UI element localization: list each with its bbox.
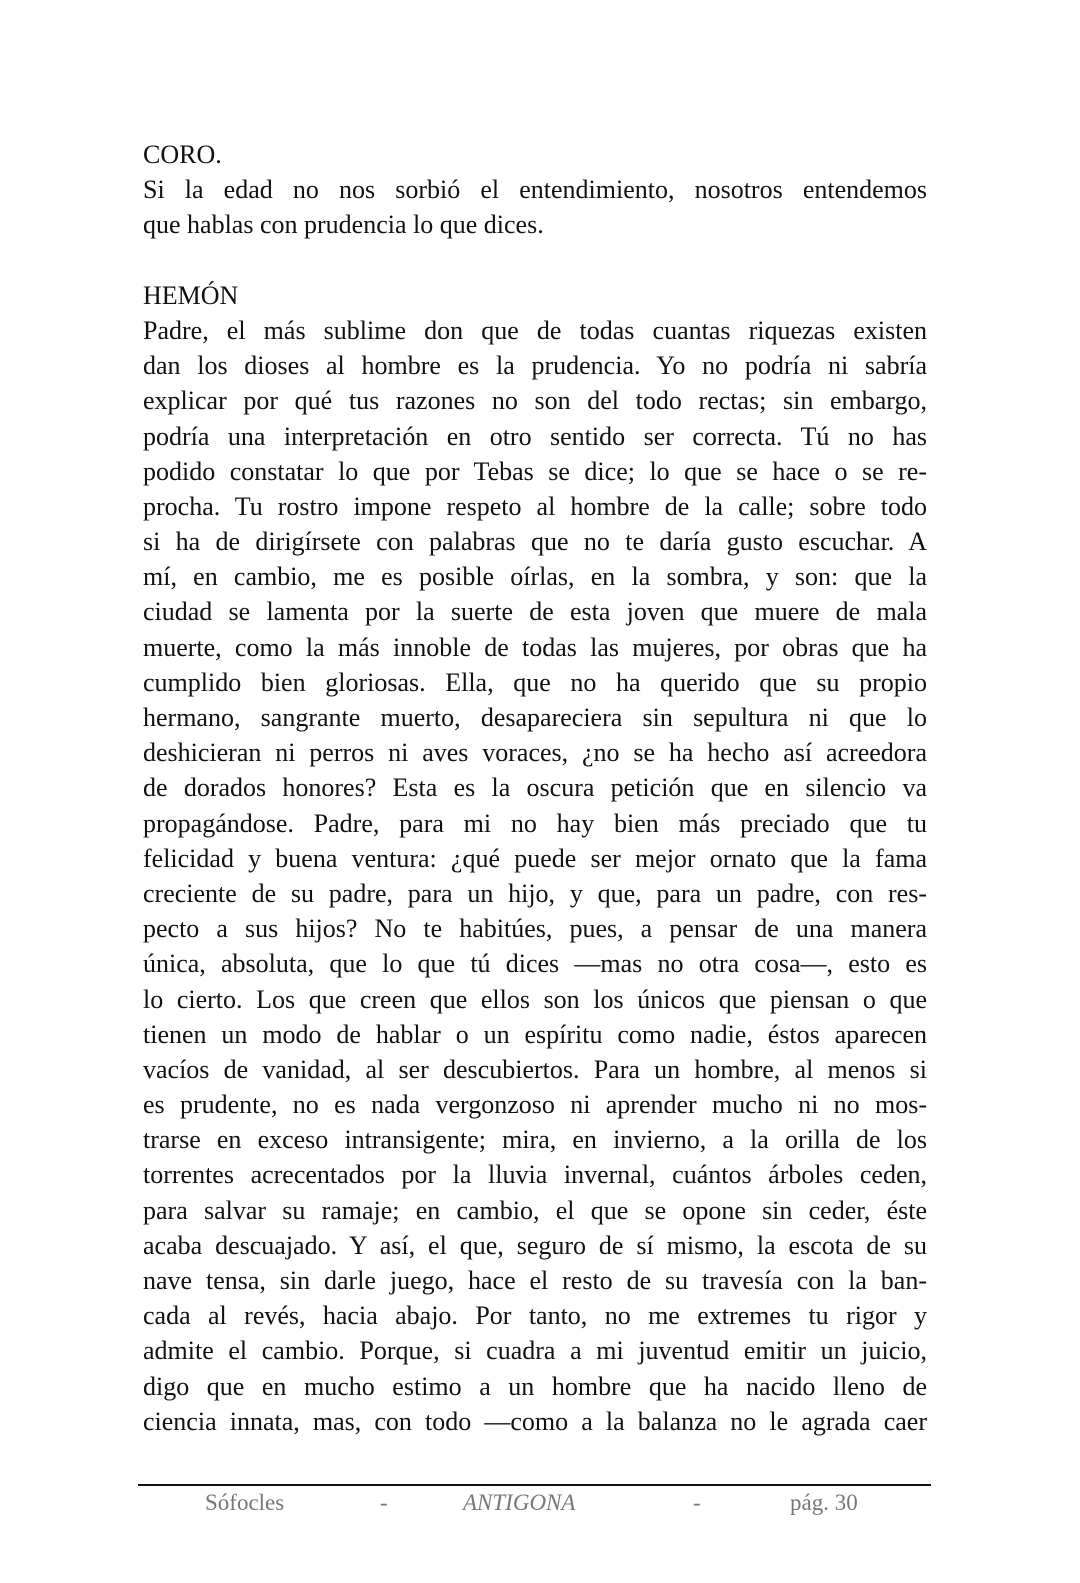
footer-separator: - [693,1490,701,1515]
text-line: admite el cambio. Porque, si cuadra a mi juventud emitir un juicio, [143,1336,927,1366]
text-line: pecto a sus hijos? No te habitúes, pues, a pensar de una manera [143,914,927,944]
text-line: lo cierto. Los que creen que ellos son los únicos que piensan o que [143,984,927,1014]
text-line: cada al revés, hacia abajo. Por tanto, no me extremes tu rigor y [143,1301,927,1331]
text-line: ciudad se lamenta por la suerte de esta joven que muere de mala [143,597,927,627]
text-line: vacíos de vanidad, al ser descubiertos. Para un hombre, al menos si [143,1054,927,1084]
speaker-name: HEMÓN [143,280,239,310]
text-line: muerte, como la más innoble de todas las mujeres, por obras que ha [143,632,927,662]
text-line: única, absoluta, que lo que tú dices —mas no otra cosa—, esto es [143,949,927,979]
text-line: deshicieran ni perros ni aves voraces, ¿no se ha hecho así acreedora [143,738,927,768]
speaker-name: CORO. [143,140,222,169]
text-line: explicar por qué tus razones no son del todo rectas; sin embargo, [143,386,927,416]
paragraph-gap [143,243,927,278]
text-line: podría una interpretación en otro sentido ser correcta. Tú no has [143,421,927,451]
footer-page-number: pág. 30 [790,1490,858,1515]
footer-separator: - [380,1490,388,1515]
text-line: trarse en exceso intransigente; mira, en invierno, a la orilla de los [143,1125,927,1155]
text-line: para salvar su ramaje; en cambio, el que se opone sin ceder, éste [143,1195,927,1225]
text-line: digo que en mucho estimo a un hombre que ha nacido lleno de [143,1371,927,1401]
text-line: ciencia innata, mas, con todo —como a la balanza no le agrada caer [143,1406,927,1436]
text-line: propagándose. Padre, para mi no hay bien más preciado que tu [143,808,927,838]
text-line: si ha de dirigírsete con palabras que no te daría gusto escuchar. A [143,527,927,557]
text-line: es prudente, no es nada vergonzoso ni aprender mucho ni no mos- [143,1090,927,1120]
text-line: procha. Tu rostro impone respeto al hombre de la calle; sobre todo [143,491,927,521]
text-line: felicidad y buena ventura: ¿qué puede ser mejor ornato que la fama [143,843,927,873]
text-line: que hablas con prudencia lo que dices. [143,210,544,240]
text-line: acaba descuajado. Y así, el que, seguro de sí mismo, la escota de su [143,1230,927,1260]
page-footer [138,1490,931,1522]
text-line: Padre, el más sublime don que de todas cuantas riquezas existen [143,315,927,345]
text-line: mí, en cambio, me es posible oírlas, en la sombra, y son: que la [143,562,927,592]
text-line: dan los dioses al hombre es la prudencia. Yo no podría ni sabría [143,351,927,381]
text-line: nave tensa, sin darle juego, hace el resto de su travesía con la ban- [143,1266,927,1295]
text-line: de dorados honores? Esta es la oscura petición que en silencio va [143,773,927,803]
text-line: creciente de su padre, para un hijo, y que, para un padre, con res- [143,878,927,908]
text-line: cumplido bien gloriosas. Ella, que no ha querido que su propio [143,667,927,697]
footer-title: ANTIGONA [463,1490,576,1515]
footer-author: Sófocles [205,1490,285,1515]
text-line: hermano, sangrante muerto, desapareciera sin sepultura ni que lo [143,703,927,732]
text-line: torrentes acrecentados por la lluvia invernal, cuántos árboles ceden, [143,1160,927,1190]
footer-rule [138,1484,931,1486]
text-line: podido constatar lo que por Tebas se dice; lo que se hace o se re- [143,456,927,486]
body-text [143,137,927,1439]
text-line: Si la edad no nos sorbió el entendimiento, nosotros entendemos [143,175,927,205]
text-line: tienen un modo de hablar o un espíritu como nadie, éstos aparecen [143,1019,927,1049]
